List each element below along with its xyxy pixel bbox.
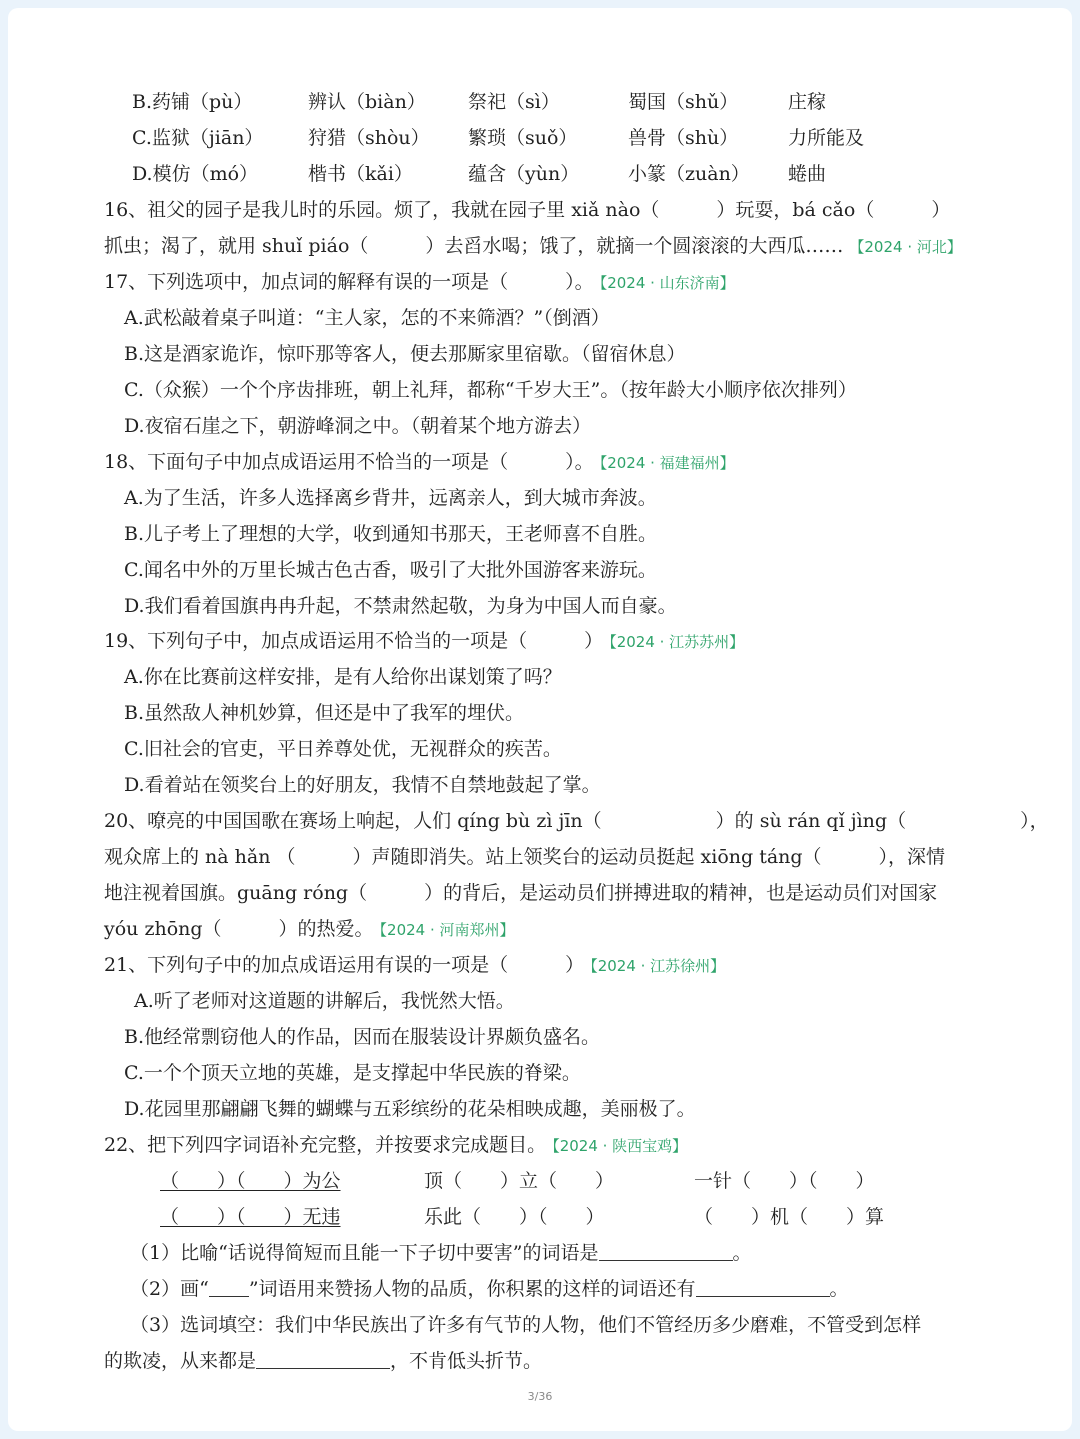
question-stem: 19、下列句子中，加点成语运用不恰当的一项是（ ） — [104, 630, 604, 652]
idiom-item: （ ）（ ）无违 — [160, 1206, 341, 1228]
q15-option-d — [124, 156, 984, 192]
q18-option-b: B.儿子考上了理想的大学，收到通知书那天，王老师喜不自胜。 — [124, 523, 658, 545]
question-stem: 18、下面句子中加点成语运用不恰当的一项是（ ）。 — [104, 451, 594, 473]
source-tag: 【2024 · 山东济南】 — [599, 274, 735, 292]
sub-question-end: 。 — [829, 1278, 849, 1300]
source-tag: 【2024 · 江苏徐州】 — [590, 957, 726, 975]
option-word: 狩猎（shòu） — [308, 127, 430, 149]
page-number: 3/36 — [527, 1390, 553, 1403]
q22-sub-3-line-1: （3）选词填空：我们中华民族出了许多有气节的人物，他们不管经历多少磨难，不管受到怎样 — [130, 1314, 922, 1336]
idiom-item: 一针（ ）（ ） — [694, 1170, 875, 1192]
q16-text: 抓虫；渴了，就用 shuǐ piáo（ ）去舀水喝；饿了，就摘一个圆滚滚的大西瓜…… — [104, 235, 844, 257]
q19-stem — [104, 623, 744, 659]
answer-blank[interactable] — [599, 1238, 733, 1261]
option-word: 祭祀（sì） — [468, 91, 560, 113]
sub-question-text: （2）画“ — [130, 1278, 209, 1300]
q22-sub-1 — [130, 1235, 752, 1271]
option-word: 兽骨（shù） — [628, 127, 739, 149]
option-word: B.药铺（pù） — [132, 91, 253, 113]
q22-idiom-row-2 — [104, 1199, 964, 1235]
q17-option-b: B.这是酒家诡诈，惊吓那等客人，便去那厮家里宿歇。（留宿休息） — [124, 343, 686, 365]
answer-blank[interactable] — [209, 1274, 249, 1297]
idiom-item: （ ）（ ）为公 — [160, 1170, 341, 1192]
source-tag: 【2024 · 河南郑州】 — [379, 921, 515, 939]
option-word: 蕴含（yùn） — [468, 163, 580, 185]
q16-line-2 — [104, 228, 962, 264]
question-stem: 21、下列句子中的加点成语运用有误的一项是（ ） — [104, 954, 585, 976]
option-word: 蜷曲 — [788, 163, 827, 185]
q21-option-c: C.一个个顶天立地的英雄，是支撑起中华民族的脊梁。 — [124, 1062, 581, 1084]
q22-idiom-row-1 — [104, 1163, 964, 1199]
q21-option-b: B.他经常剽窃他人的作品，因而在服装设计界颇负盛名。 — [124, 1026, 601, 1048]
option-word: C.监狱（jiān） — [132, 127, 264, 149]
q19-option-a: A.你在比赛前这样安排，是有人给你出谋划策了吗？ — [124, 666, 562, 688]
q18-option-c: C.闻名中外的万里长城古色古香，吸引了大批外国游客来游玩。 — [124, 559, 657, 581]
sub-question-text: 的欺凌，从来都是 — [104, 1350, 257, 1372]
idiom-item: 乐此（ ）（ ） — [424, 1206, 605, 1228]
option-word: 辨认（biàn） — [308, 91, 426, 113]
q20-line-2: 观众席上的 nà hǎn （ ）声随即消失。站上领奖台的运动员挺起 xiōng táng（ ），深情 — [104, 846, 946, 868]
q20-line-3: 地注视着国旗。guāng róng（ ）的背后，是运动员们拼搏进取的精神，也是运动员们对国家 — [104, 882, 938, 904]
source-tag: 【2024 · 江苏苏州】 — [609, 633, 745, 651]
answer-blank[interactable] — [256, 1346, 390, 1369]
option-word: 蜀国（shǔ） — [628, 91, 739, 113]
source-tag: 【2024 · 福建福州】 — [599, 454, 735, 472]
option-word: 小篆（zuàn） — [628, 163, 750, 185]
q19-option-d: D.看着站在领奖台上的好朋友，我情不自禁地鼓起了掌。 — [124, 774, 601, 796]
q15-option-b — [124, 84, 984, 120]
q18-option-a: A.为了生活，许多人选择离乡背井，远离亲人，到大城市奔波。 — [124, 487, 657, 509]
sub-question-text: ，不肯低头折节。 — [390, 1350, 543, 1372]
answer-blank[interactable] — [696, 1274, 830, 1297]
sub-question-text: （1）比喻“话说得简短而且能一下子切中要害”的词语是 — [130, 1242, 599, 1264]
question-stem: 17、下列选项中，加点词的解释有误的一项是（ ）。 — [104, 271, 594, 293]
q17-stem — [104, 264, 735, 300]
q21-option-a: A.听了老师对这道题的讲解后，我恍然大悟。 — [134, 990, 515, 1012]
option-word: 庄稼 — [788, 91, 827, 113]
sub-question-text: ”词语用来赞扬人物的品质，你积累的这样的词语还有 — [248, 1278, 696, 1300]
q18-option-d: D.我们看着国旗冉冉升起，不禁肃然起敬，为身为中国人而自豪。 — [124, 595, 677, 617]
q16-line-1: 16、祖父的园子是我儿时的乐园。烦了，我就在园子里 xiǎ nào（ ）玩耍，bá cǎo（ ） — [104, 199, 951, 221]
q18-stem — [104, 444, 735, 480]
q17-option-d: D.夜宿石崖之下，朝游峰洞之中。（朝着某个地方游去） — [124, 415, 592, 437]
q22-sub-3-line-2 — [104, 1343, 542, 1379]
option-word: 力所能及 — [788, 127, 865, 149]
q20-line-4 — [104, 911, 515, 947]
q21-stem — [104, 947, 725, 983]
sub-question-end: 。 — [732, 1242, 752, 1264]
q19-option-c: C.旧社会的官吏，平日养尊处优，无视群众的疾苦。 — [124, 738, 562, 760]
idiom-item: （ ）机（ ）算 — [694, 1206, 885, 1228]
q20-text: yóu zhōng（ ）的热爱。 — [104, 918, 374, 940]
q21-option-d: D.花园里那翩翩飞舞的蝴蝶与五彩缤纷的花朵相映成趣，美丽极了。 — [124, 1098, 696, 1120]
q20-line-1: 20、嘹亮的中国国歌在赛场上响起，人们 qíng bù zì jīn（ ）的 sù rán qǐ jìng（ ）， — [104, 810, 1049, 832]
idiom-item: 顶（ ）立（ ） — [424, 1170, 615, 1192]
q15-option-c — [124, 120, 984, 156]
source-tag: 【2024 · 陕西宝鸡】 — [552, 1137, 688, 1155]
question-stem: 22、把下列四字词语补充完整，并按要求完成题目。 — [104, 1134, 547, 1156]
option-word: 繁琐（suǒ） — [468, 127, 578, 149]
q22-stem — [104, 1127, 687, 1163]
q17-option-a: A.武松敲着桌子叫道：“主人家，怎的不来筛酒？”（倒酒） — [124, 307, 610, 329]
option-word: D.模仿（mó） — [132, 163, 259, 185]
q19-option-b: B.虽然敌人神机妙算，但还是中了我军的埋伏。 — [124, 702, 525, 724]
source-tag: 【2024 · 河北】 — [849, 238, 962, 256]
worksheet-page — [8, 8, 1072, 1431]
option-word: 楷书（kǎi） — [308, 163, 413, 185]
q17-option-c: C.（众猴）一个个序齿排班，朝上礼拜，都称“千岁大王”。（按年龄大小顺序依次排列） — [124, 379, 857, 401]
q22-sub-2 — [130, 1271, 849, 1307]
